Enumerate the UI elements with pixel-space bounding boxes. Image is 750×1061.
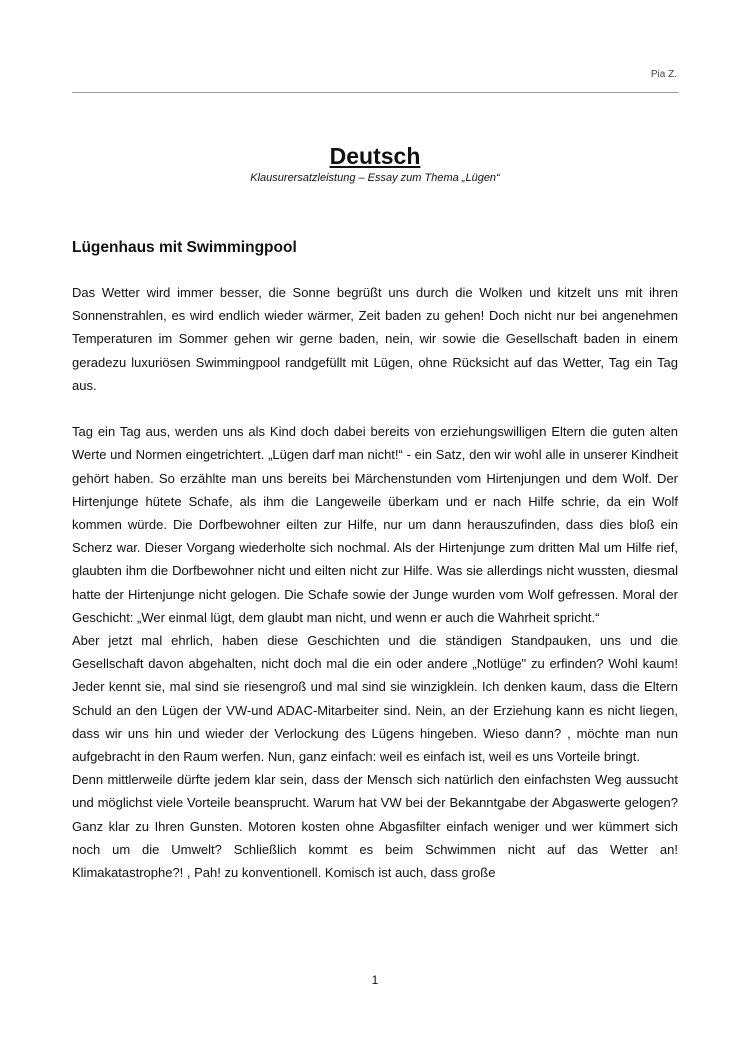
- author-name: Pia Z.: [650, 69, 677, 80]
- paragraph: Aber jetzt mal ehrlich, haben diese Geschichten und die ständigen Standpauken, uns und die Gesellschaft davon abgehalten, nicht doch mal die ein oder andere „Notlüge" zu erfinden? Wohl kaum! Jeder kennt sie, mal sind sie riesengroß und mal sind sie winzigklein. Ich denken kaum, dass die Eltern Schuld an den Lügen der VW-und ADAC-Mitarbeiter sind. Nein, an der Erziehung kann es nicht liegen, dass wir uns hin und wieder der Verlockung des Lügens hingeben. Wieso dann? , möchte man nun aufgebracht in den Raum werfen. Nun, ganz einfach: weil es einfach ist, weil es uns Vorteile bringt.: [72, 633, 678, 765]
- header-divider: [72, 92, 678, 93]
- paragraph: Das Wetter wird immer besser, die Sonne begrüßt uns durch die Wolken und kitzelt uns mit ihren Sonnenstrahlen, es wird endlich wieder wärmer, Zeit baden zu gehen! Doch nicht nur bei angenehmen Temperaturen im Sommer gehen wir gerne baden, nein, wir sowie die Gesellschaft baden in einem geradezu luxuriösen Swimmingpool randgefüllt mit Lügen, ohne Rücksicht auf das Wetter, Tag ein Tag aus.: [72, 285, 678, 393]
- page-number: 1: [371, 973, 379, 987]
- essay-body: [72, 281, 678, 884]
- paragraph: Denn mittlerweile dürfte jedem klar sein, dass der Mensch sich natürlich den einfachsten Weg aussucht und möglichst viele Vorteile beansprucht. Warum hat VW bei der Bekanntgabe der Abgaswerte gelogen? Ganz klar zu Ihren Gunsten. Motoren kosten ohne Abgasfilter einfach weniger und wer kümmert sich noch um die Umwelt? Schließlich kommt es beim Schwimmen nicht auf das Wetter an! Klimakatastrophe?! , Pah! zu konventionell. Komisch ist auch, dass große: [72, 772, 678, 881]
- document-subtitle: Klausurersatzleistung – Essay zum Thema „Lügen“: [250, 172, 500, 184]
- document-title: Deutsch: [329, 143, 421, 169]
- essay-heading: Lügenhaus mit Swimmingpool: [72, 239, 297, 256]
- paragraph: Tag ein Tag aus, werden uns als Kind doch dabei bereits von erziehungswilligen Eltern die guten alten Werte und Normen eingetrichtert. „Lügen darf man nicht!“ - ein Satz, den wir wohl alle in unserer Kindheit gehört haben. So erzählte man uns bereits bei Märchenstunden vom Hirtenjungen und dem Wolf. Der Hirtenjunge hütete Schafe, als ihm die Langeweile überkam und er nach Hilfe schrie, da ein Wolf kommen würde. Die Dorfbewohner eilten zur Hilfe, nur um dann herauszufinden, dass dies bloß ein Scherz war. Dieser Vorgang wiederholte sich nochmal. Als der Hirtenjunge zum dritten Mal um Hilfe rief, glaubten ihm die Dorfbewohner nicht und eilten nicht zur Hilfe. Was sie allerdings nicht wussten, diesmal hatte der Hirtenjunge nicht gelogen. Die Schafe sowie der Junge wurden vom Wolf gefressen. Moral der Geschicht: „Wer einmal lügt, dem glaubt man nicht, und wenn er auch die Wahrheit spricht.“: [72, 424, 678, 625]
